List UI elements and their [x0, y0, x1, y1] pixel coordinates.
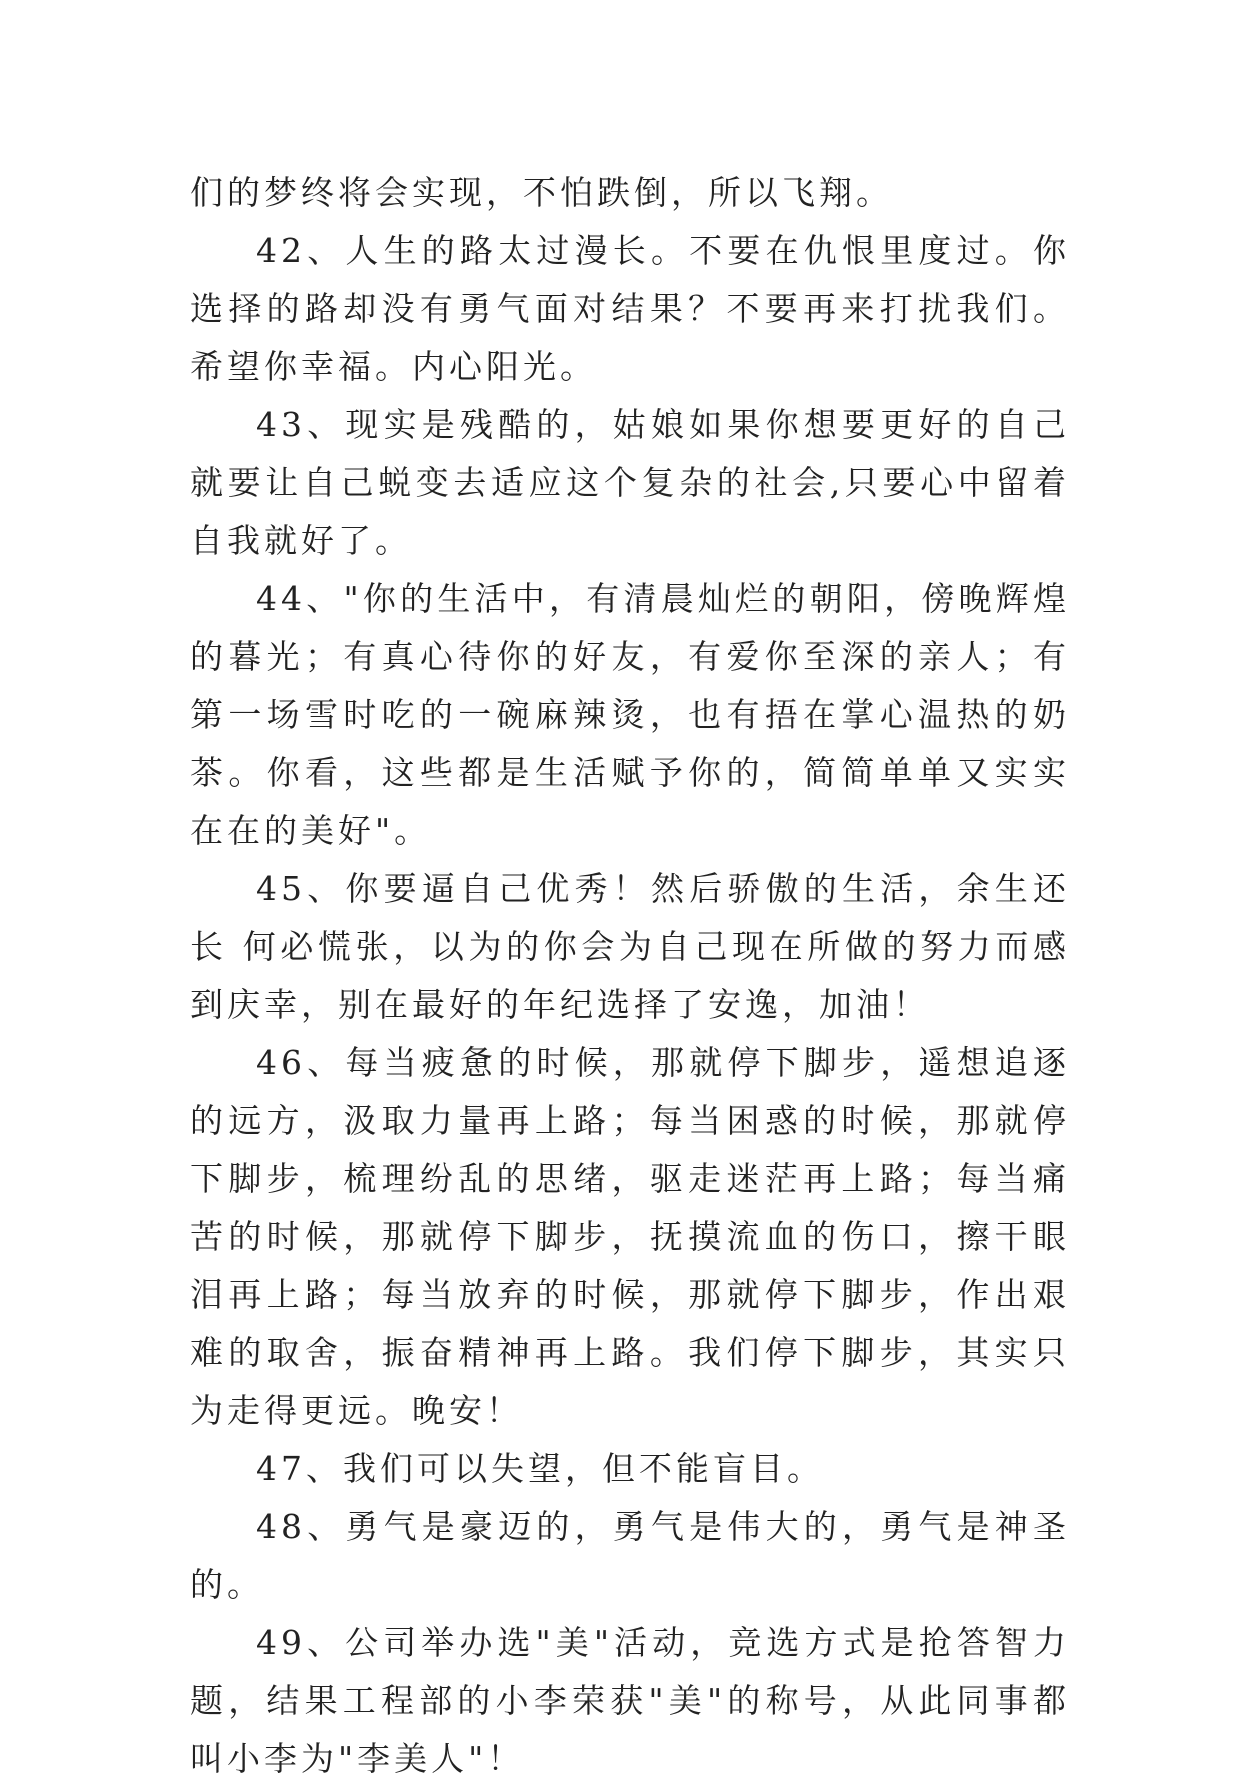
paragraph-44: 44、"你的生活中，有清晨灿烂的朝阳，傍晚辉煌的暮光；有真心待你的好友，有爱你至深的亲人；有第一场雪时吃的一碗麻辣烫，也有捂在掌心温热的奶茶。你看，这些都是生活赋予你的，简简单单又实实在在的美好"。 — [190, 579, 1070, 850]
document-body — [190, 164, 1070, 1788]
paragraph-48: 48、勇气是豪迈的，勇气是伟大的，勇气是神圣的。 — [190, 1507, 1070, 1604]
paragraph-47: 47、我们可以失望，但不能盲目。 — [256, 1449, 824, 1488]
paragraph-continuation: 们的梦终将会实现，不怕跌倒，所以飞翔。 — [190, 173, 893, 212]
paragraph-45: 45、你要逼自己优秀！然后骄傲的生活，余生还长 何必慌张，以为的你会为自己现在所做的努力而感到庆幸，别在最好的年纪选择了安逸，加油！ — [190, 869, 1070, 1024]
paragraph-42: 42、人生的路太过漫长。不要在仇恨里度过。你选择的路却没有勇气面对结果？不要再来打扰我们。希望你幸福。内心阳光。 — [190, 231, 1070, 386]
paragraph-49: 49、公司举办选"美"活动，竞选方式是抢答智力题，结果工程部的小李荣获"美"的称号，从此同事都叫小李为"李美人"！ — [190, 1623, 1070, 1778]
paragraph-46: 46、每当疲惫的时候，那就停下脚步，遥想追逐的远方，汲取力量再上路；每当困惑的时候，那就停下脚步，梳理纷乱的思绪，驱走迷茫再上路；每当痛苦的时候，那就停下脚步，抚摸流血的伤口，擦干眼泪再上路；每当放弃的时候，那就停下脚步，作出艰难的取舍，振奋精神再上路。我们停下脚步，其实只为走得更远。晚安！ — [190, 1043, 1070, 1430]
paragraph-43: 43、现实是残酷的，姑娘如果你想要更好的自己就要让自己蜕变去适应这个复杂的社会,只要心中留着自我就好了。 — [190, 405, 1070, 560]
